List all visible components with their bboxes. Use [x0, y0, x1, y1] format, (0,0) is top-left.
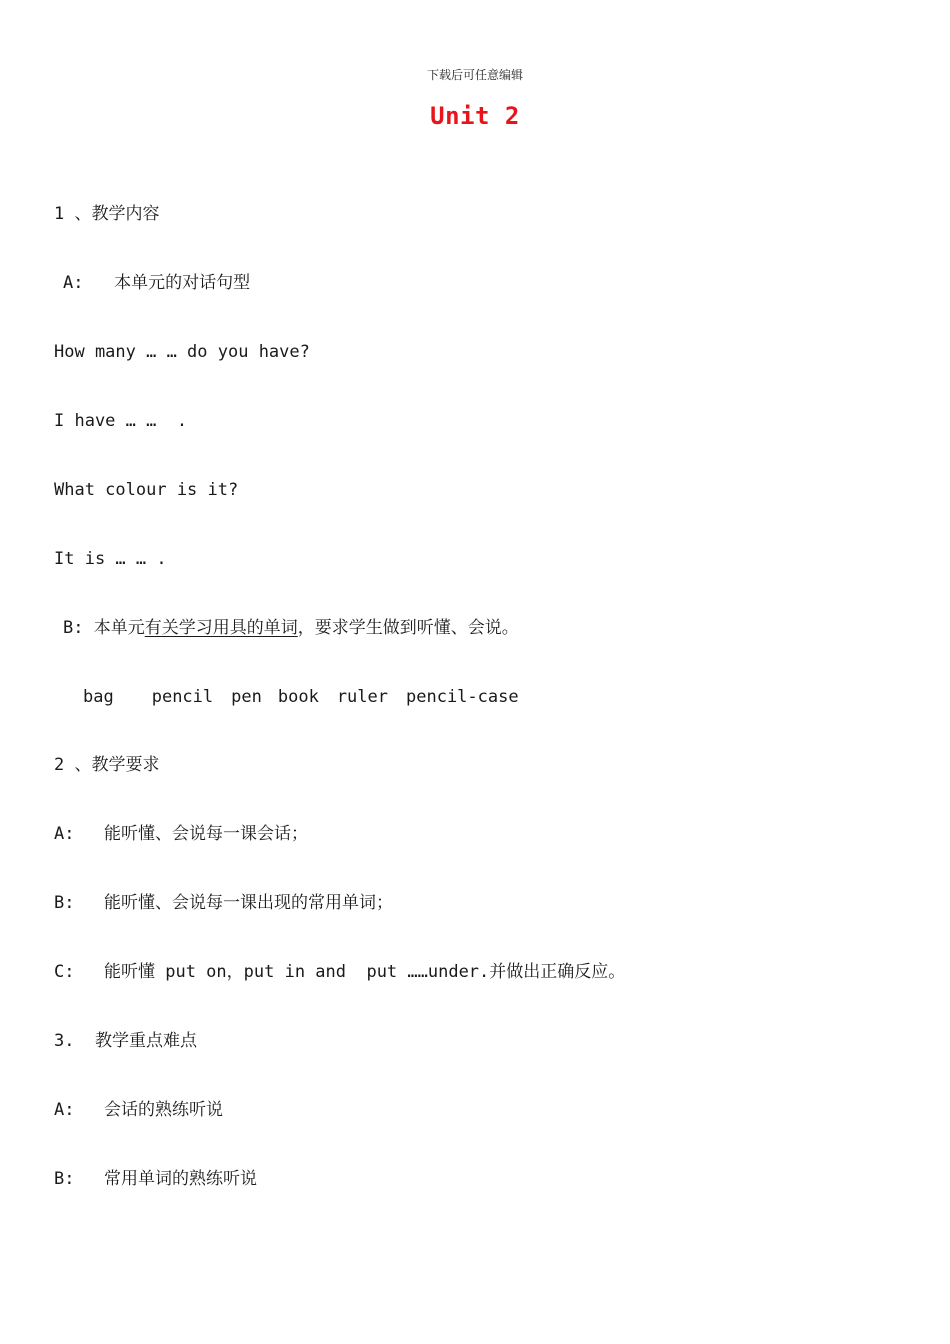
section-1-item-a: A: 本单元的对话句型 [63, 273, 251, 293]
section-1-heading: 1 、教学内容 [54, 204, 160, 224]
pattern-line-3: What colour is it? [54, 480, 239, 500]
item-label: C: [54, 962, 75, 982]
vocabulary-list [83, 686, 519, 708]
item-text: 能听懂、会说每一课会话； [104, 824, 308, 844]
item-text: 能听懂 put on，put in and put ……under.并做出正确反应。 [104, 962, 626, 982]
item-label: A: [54, 1100, 75, 1120]
header-note: 下载后可任意编辑 [426, 68, 523, 82]
item-text: 常用单词的熟练听说 [104, 1169, 257, 1189]
vocab-word: pencil [151, 687, 214, 707]
section-2-item-a [54, 823, 308, 845]
section-1-item-b [63, 617, 519, 639]
vocab-word: pencil-case [406, 687, 519, 707]
section-3-heading: 3. 教学重点难点 [54, 1031, 197, 1051]
section-3-item-b [54, 1168, 257, 1190]
section-2-heading: 2 、教学要求 [54, 755, 160, 775]
pattern-line-4: It is … … . [54, 549, 167, 569]
section-2-item-b [54, 892, 393, 914]
page-title: Unit 2 [430, 102, 520, 130]
item-label: B: [54, 893, 75, 913]
vocab-word: ruler [336, 687, 388, 707]
pattern-line-2: I have … … . [54, 411, 188, 431]
item-label: B: [54, 1169, 75, 1189]
item-b-suffix: ，要求学生做到听懂、会说。 [297, 618, 519, 638]
vocab-word: pen [231, 687, 262, 707]
item-label: A: [54, 824, 75, 844]
section-2-item-c [54, 961, 625, 983]
pattern-line-1: How many … … do you have? [54, 342, 310, 362]
item-text: 会话的熟练听说 [104, 1100, 223, 1120]
item-b-underlined: 有关学习用具的单词 [144, 618, 298, 638]
section-3-item-a [54, 1099, 223, 1121]
vocab-word: bag [83, 687, 114, 707]
vocab-word: book [277, 687, 319, 707]
item-b-prefix: B: 本单元 [63, 618, 145, 638]
item-text: 能听懂、会说每一课出现的常用单词； [104, 893, 393, 913]
